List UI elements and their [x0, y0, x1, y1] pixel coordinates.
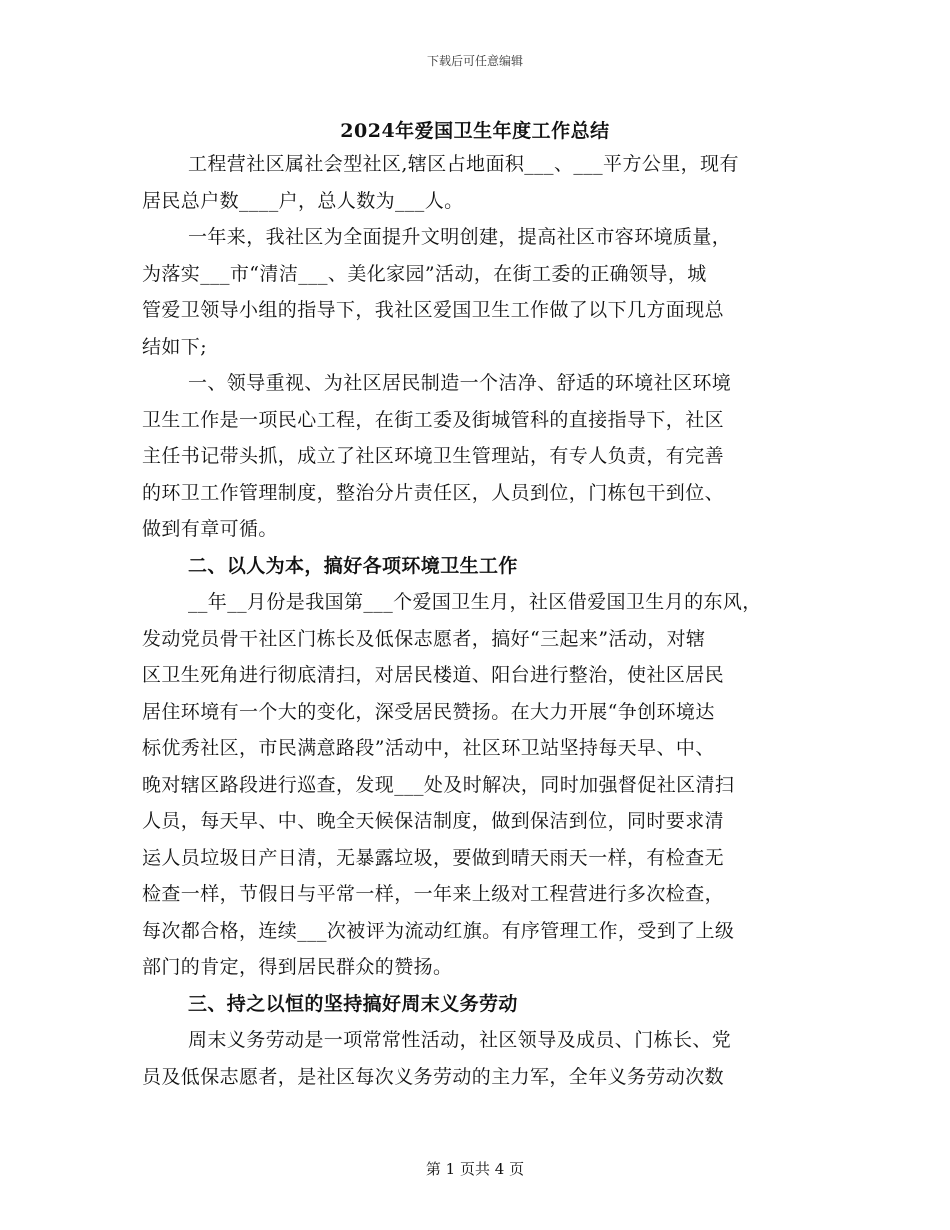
paragraph-line: 标优秀社区，市民满意路段”活动中，社区环卫站坚持每天早、中、	[142, 737, 715, 759]
paragraph-line: 每次都合格，连续___次被评为流动红旗。有序管理工作，受到了上级	[142, 919, 735, 942]
paragraph-line: 做到有章可循。	[142, 518, 278, 540]
paragraph-line: 一、领导重视、为社区居民制造一个洁净、舒适的环境社区环境	[188, 372, 732, 394]
paragraph-line: 部门的肯定，得到居民群众的赞扬。	[142, 956, 453, 978]
paragraph-line: 员及低保志愿者，是社区每次义务劳动的主力军，全年义务劳动次数	[142, 1065, 725, 1088]
paragraph-line: 发动党员骨干社区门栋长及低保志愿者，搞好“三起来”活动，对辖	[142, 627, 706, 650]
paragraph-line: 运人员垃圾日产日清，无暴露垃圾，要做到晴天雨天一样，有检查无	[142, 846, 725, 869]
page-footer: 第 1 页共 4 页	[425, 1160, 525, 1178]
document-title: 2024年爱国卫生年度工作总结	[340, 120, 610, 142]
paragraph-line: 晚对辖区路段进行巡查，发现___处及时解决，同时加强督促社区清扫	[142, 773, 735, 796]
paragraph-line: 为落实___市“清洁___、美化家园”活动，在街工委的正确领导，城	[142, 262, 707, 285]
paragraph-line: 居住环境有一个大的变化，深受居民赞扬。在大力开展“争创环境达	[142, 700, 715, 723]
paragraph-line: 周末义务劳动是一项常常性活动，社区领导及成员、门栋长、党	[188, 1029, 732, 1051]
paragraph-line: 主任书记带头抓，成立了社区环境卫生管理站，有专人负责，有完善	[142, 445, 725, 467]
paragraph-line: 区卫生死角进行彻底清扫，对居民楼道、阳台进行整治，使社区居民	[142, 664, 725, 686]
paragraph-line: 的环卫工作管理制度，整治分片责任区，人员到位，门栋包干到位、	[142, 481, 725, 504]
paragraph-line: 一年来，我社区为全面提升文明创建，提高社区市容环境质量，	[188, 226, 732, 248]
paragraph-line: 工程营社区属社会型社区,辖区占地面积___、___平方公里，现有	[188, 153, 739, 175]
section-heading: 二、以人为本，搞好各项环境卫生工作	[188, 554, 518, 577]
paragraph-line: 检查一样，节假日与平常一样，一年来上级对工程营进行多次检查，	[142, 883, 725, 905]
paragraph-line: 卫生工作是一项民心工程，在街工委及街城管科的直接指导下，社区	[142, 408, 725, 431]
paragraph-line: __年__月份是我国第___个爱国卫生月，社区借爱国卫生月的东风，	[188, 591, 762, 613]
section-heading: 三、持之以恒的坚持搞好周末义务劳动	[188, 992, 518, 1015]
header-note: 下载后可任意编辑	[426, 54, 523, 68]
paragraph-line: 居民总户数____户，总人数为___人。	[142, 189, 464, 212]
paragraph-line: 管爱卫领导小组的指导下，我社区爱国卫生工作做了以下几方面现总	[142, 299, 725, 321]
paragraph-line: 人员，每天早、中、晚全天候保洁制度，做到保洁到位，同时要求清	[142, 810, 725, 832]
paragraph-line: 结如下;	[142, 335, 208, 358]
document-body	[142, 146, 810, 1095]
